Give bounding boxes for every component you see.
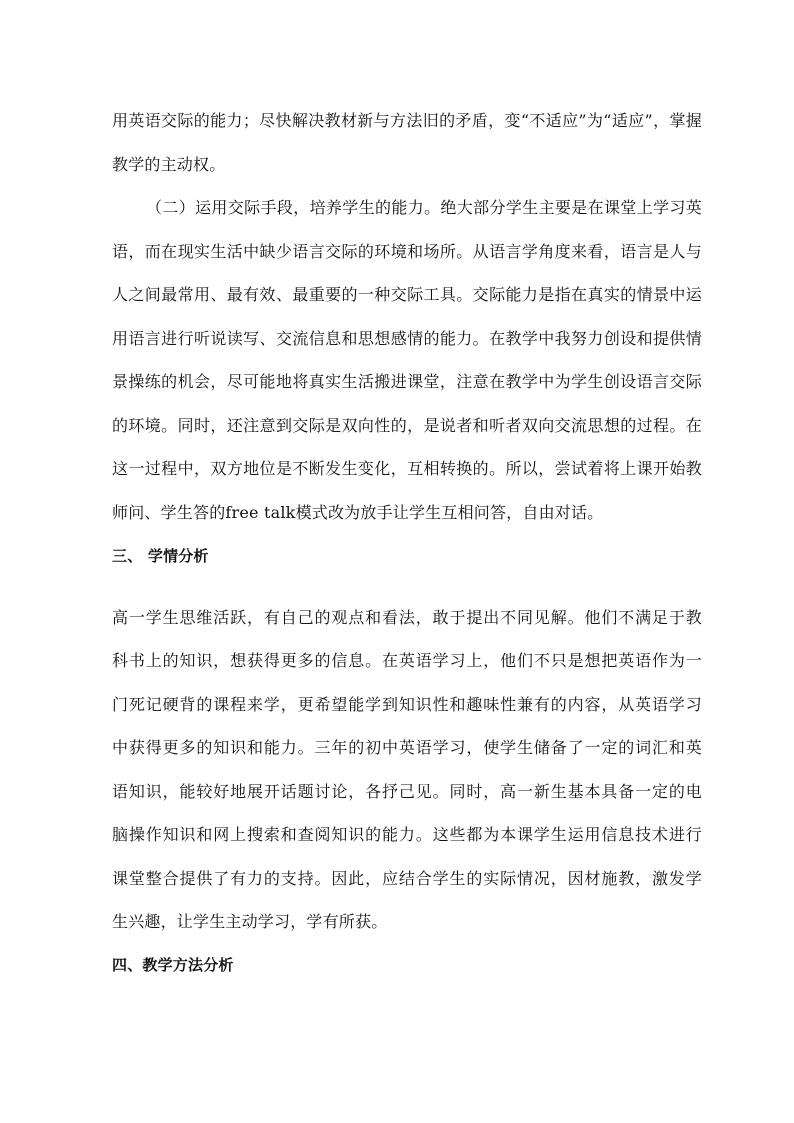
text-line: 教学的主动权。 bbox=[112, 155, 226, 174]
text-line: 科书上的知识，想获得更多的信息。在英语学习上，他们不只是想把英语作为一 bbox=[112, 651, 702, 670]
text-line: 语，而在现实生活中缺少语言交际的环境和场所。从语言学角度来看，语言是人与 bbox=[112, 242, 702, 261]
section-heading: 三、 学情分析 bbox=[112, 547, 209, 565]
text-line: 用英语交际的能力；尽快解决教材新与方法旧的矛盾，变“不适应”为“适应”，掌握 bbox=[112, 111, 702, 130]
text-line: 中获得更多的知识和能力。三年的初中英语学习，使学生储备了一定的词汇和英 bbox=[112, 738, 702, 757]
text-line: 生兴趣，让学生主动学习，学有所获。 bbox=[112, 912, 388, 931]
text-line: 人之间最常用、最有效、最重要的一种交际工具。交际能力是指在真实的情景中运 bbox=[112, 285, 702, 304]
text-line: 高一学生思维活跃，有自己的观点和看法，敢于提出不同见解。他们不满足于教 bbox=[112, 608, 702, 627]
text-line: （二）运用交际手段，培养学生的能力。绝大部分学生主要是在课堂上学习英 bbox=[146, 198, 702, 217]
text-line: 语知识，能较好地展开话题讨论，各抒己见。同时，高一新生基本具备一定的电 bbox=[112, 782, 702, 801]
text-line: 师问、学生答的free talk模式改为放手让学生互相问答，自由对话。 bbox=[112, 503, 604, 522]
text-line: 这一过程中，双方地位是不断发生变化，互相转换的。所以，尝试着将上课开始教 bbox=[112, 459, 702, 478]
text-line: 的环境。同时，还注意到交际是双向性的，是说者和听者双向交流思想的过程。在 bbox=[112, 416, 702, 435]
text-line: 课堂整合提供了有力的支持。因此，应结合学生的实际情况，因材施教，激发学 bbox=[112, 869, 702, 888]
text-line: 门死记硬背的课程来学，更希望能学到知识性和趣味性兼有的内容，从英语学习 bbox=[112, 695, 702, 714]
text-line: 用语言进行听说读写、交流信息和思想感情的能力。在教学中我努力创设和提供情 bbox=[112, 329, 702, 348]
text-line: 景操练的机会，尽可能地将真实生活搬进课堂，注意在教学中为学生创设语言交际 bbox=[112, 372, 702, 391]
section-heading: 四、教学方法分析 bbox=[112, 956, 234, 974]
text-line: 脑操作知识和网上搜索和查阅知识的能力。这些都为本课学生运用信息技术进行 bbox=[112, 825, 702, 844]
